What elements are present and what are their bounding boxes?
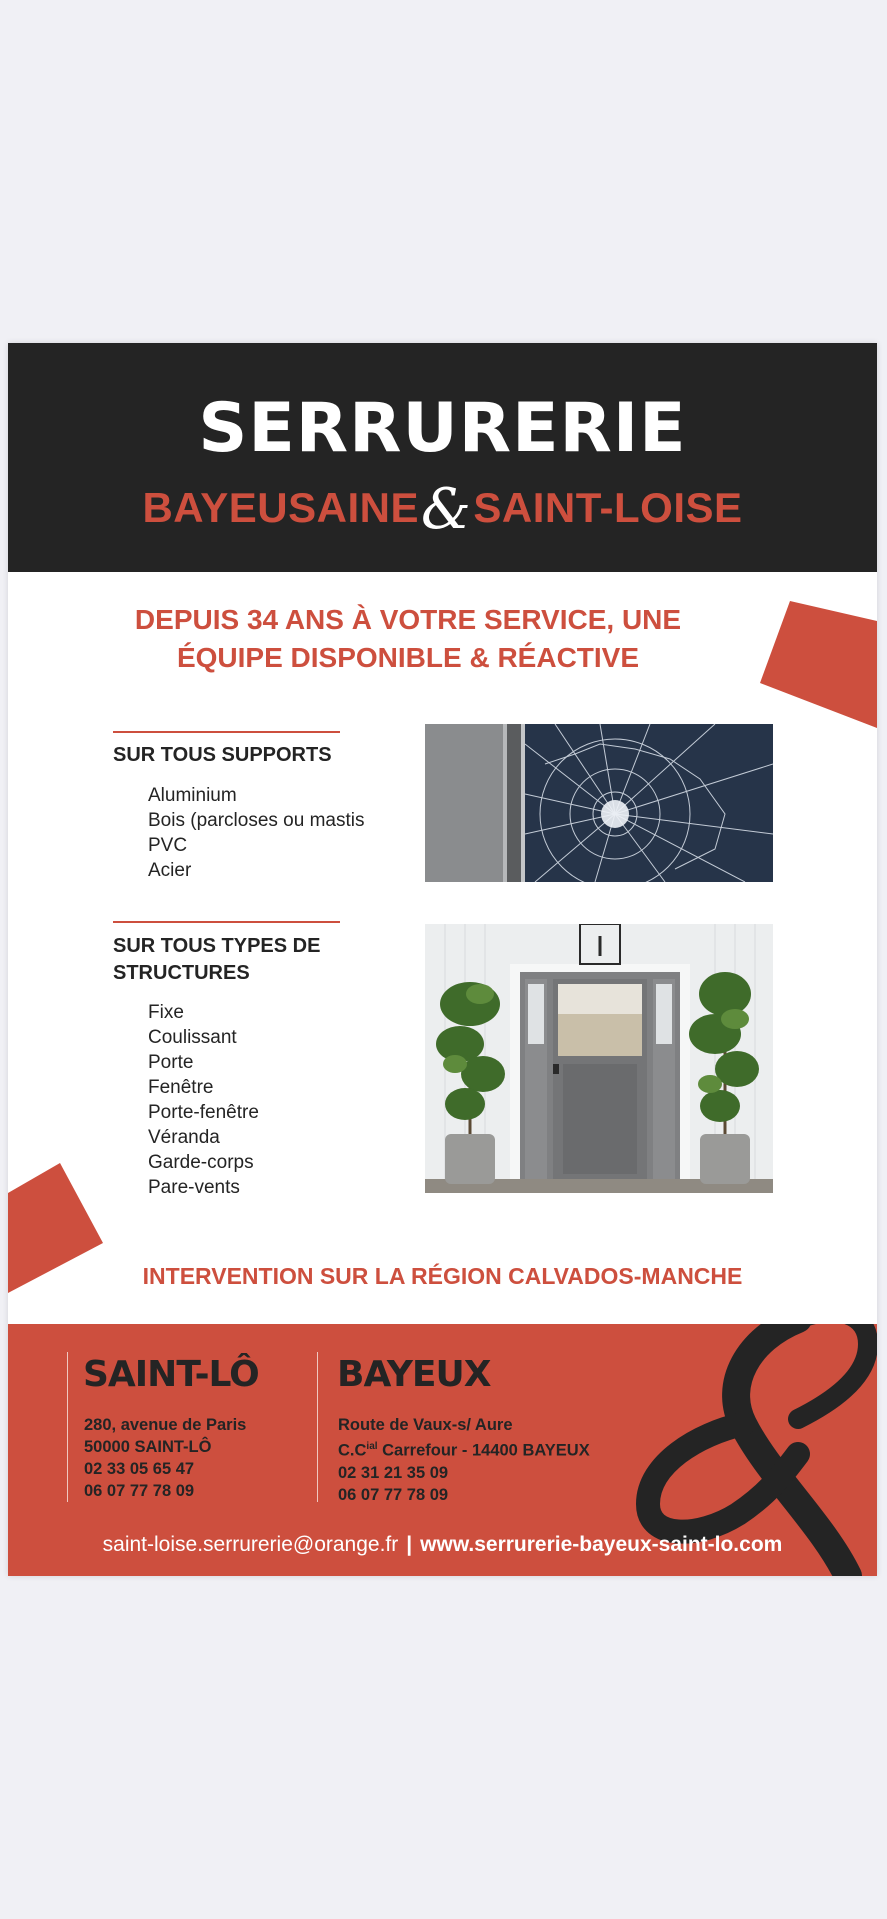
brand-subtitle: [8, 476, 877, 542]
list-item: Garde-corps: [148, 1152, 254, 1173]
supports-title: SUR TOUS SUPPORTS: [113, 744, 332, 766]
email-link[interactable]: saint-loise.serrurerie@orange.fr: [102, 1533, 399, 1556]
address-line: 280, avenue de Paris: [84, 1416, 247, 1434]
contact-bar: [8, 1533, 877, 1557]
footer: [8, 1324, 877, 1576]
list-item: PVC: [148, 835, 188, 856]
list-item: Porte-fenêtre: [148, 1102, 259, 1123]
website-link[interactable]: www.serrurerie-bayeux-saint-lo.com: [420, 1533, 783, 1556]
list-item: Fenêtre: [148, 1077, 214, 1098]
brand-subtitle-right: SAINT-LOISE: [473, 484, 743, 531]
phone-line: 02 31 21 35 09: [338, 1463, 449, 1482]
address-line-suffix: Carrefour - 14400 BAYEUX: [377, 1441, 590, 1460]
list-item: Aluminium: [148, 785, 237, 806]
list-item: Véranda: [148, 1127, 220, 1148]
section-divider-supports: [113, 731, 340, 733]
list-item: Fixe: [148, 1002, 184, 1023]
list-item: Acier: [148, 860, 192, 881]
address-line: [338, 1436, 590, 1462]
phone-line: 02 33 05 65 47: [84, 1460, 195, 1478]
structures-title: [113, 933, 373, 987]
structures-list: [148, 1000, 259, 1200]
office-name-saint-lo: SAINT-LÔ: [83, 1354, 259, 1395]
broken-glass-photo: [425, 724, 773, 882]
tagline-line-1: DEPUIS 34 ANS À VOTRE SERVICE, UNE: [134, 604, 682, 635]
address-line: Route de Vaux-s/ Aure: [338, 1416, 513, 1434]
list-item: Porte: [148, 1052, 194, 1073]
divider-middle: [317, 1352, 318, 1502]
list-item: Coulissant: [148, 1027, 237, 1048]
office-address-saint-lo: [84, 1414, 246, 1502]
office-name-bayeux: BAYEUX: [337, 1354, 491, 1395]
office-address-bayeux: [338, 1414, 590, 1506]
list-item: Bois (parcloses ou mastis: [148, 810, 365, 831]
structures-title-line-1: SUR TOUS TYPES DE: [113, 935, 321, 957]
brand-ampersand: &: [420, 477, 472, 542]
section-divider-structures: [113, 921, 340, 923]
tagline-line-2: ÉQUIPE DISPONIBLE & RÉACTIVE: [176, 642, 640, 673]
brand-title: SERRURERIE: [198, 389, 687, 468]
structures-title-line-2: STRUCTURES: [113, 962, 250, 984]
supports-list: [148, 783, 364, 883]
address-line: 50000 SAINT-LÔ: [84, 1438, 212, 1456]
address-line-superscript: ial: [366, 1441, 378, 1452]
phone-line: 06 07 77 78 09: [84, 1482, 195, 1500]
decor-red-shape-right: [760, 601, 877, 728]
tagline: [88, 601, 728, 677]
region-banner: INTERVENTION SUR LA RÉGION CALVADOS-MANCHE: [142, 1263, 743, 1289]
flyer: [8, 343, 877, 1576]
divider-left: [67, 1352, 68, 1502]
header-banner: [8, 343, 877, 572]
front-door-photo: [425, 924, 773, 1193]
brand-subtitle-left: BAYEUSAINE: [142, 484, 419, 531]
address-line-prefix: C.C: [338, 1441, 367, 1460]
list-item: Pare-vents: [148, 1177, 240, 1198]
phone-line: 06 07 77 78 09: [338, 1485, 449, 1504]
contact-separator: |: [406, 1533, 413, 1556]
